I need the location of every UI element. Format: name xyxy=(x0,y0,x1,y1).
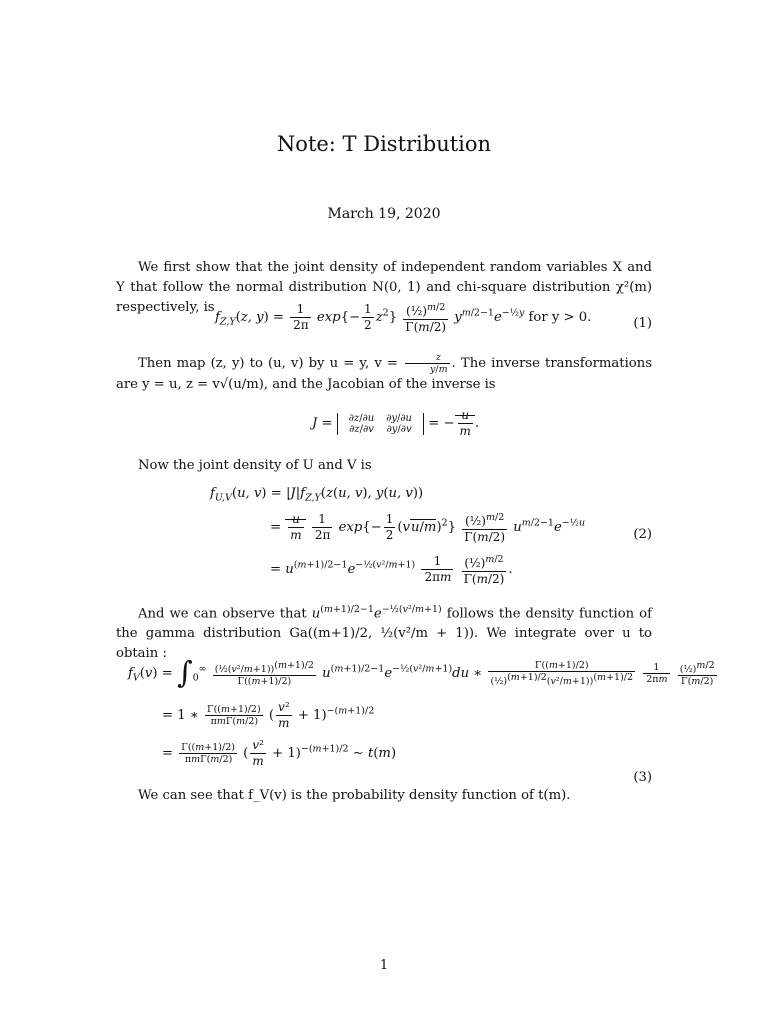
paper-date: March 19, 2020 xyxy=(327,206,441,222)
equation-2-line-1: $f_{U,V}(u$, $v) = |J|f_{Z,Y}(z(u$, v), y(u, v)) xyxy=(210,486,424,504)
equation-2-line-3: = $u^{(m+1)/2-1}e^{-\frac{1}{2}(v^2/m+1)}$ $\frac{1}{2\pi m}$ $\frac{(\frac{1}{2})^{m/2}}{\Gamma(m/2)}$ . xyxy=(270,554,513,586)
equation-3-line-3: = $\frac{\Gamma((m+1)/2)}{\text{πmΓ(m/2)}}$ ( $\frac{\text{v²}}{m}$ + 1)$^{-(m+1)/2}$ ∼ t(m) xyxy=(162,738,397,768)
paragraph-mapping-b: . The inverse transformations are y = u, xyxy=(116,356,652,392)
equation-1-condition: for y > 0. xyxy=(528,310,592,325)
equation-2-number: (2) xyxy=(633,527,652,542)
paragraph-conclusion: We can see that f_V(v) is the probability density function of t(m). xyxy=(138,788,571,803)
equation-2-line-2: = $\frac{u}{m}$ $\frac{1}{2\pi}$ exp{− $\frac{1}{2}$ $(vu/m)^2$} $\frac{(\frac{1}{2})^{m/2}}{\Gamma(m/2)}$ $u^{m/2-1}e^{-\frac{1}{2}u}$ xyxy=(270,512,586,544)
paragraph-mapping: Then map (z, y) to (u, v) by u = y, v = $\frac{z}{y/m}$ . The inverse transformations are y = u, z = v√(u/m), and the Jacobian of the inverse is xyxy=(116,352,652,392)
paper-title: Note: T Distribution xyxy=(276,132,492,156)
page-number: 1 xyxy=(379,958,389,973)
equation-3-line-1: $f_V(v) = \int_0^\infty$ $\frac{(\frac{1}{2}(v^2/m+1))^{(m+1)/2}}{\Gamma((m+1)/2)}$ $u^{(m+1)/2-1}e^{-\frac{1}{2}(v^2/m+1)}du$ ∗ $\frac{\Gamma((m+1)/2)}{(\frac{1}{2})^{(m+1)/2}(v^2/m+1))^{(m+1)/2}}$ $\frac{1}{2\pi m}$ $\frac{(\frac{1}{2})^{m/2}}{\Gamma(m/2)}$ xyxy=(128,655,715,691)
equation-1: $f_{Z,Y}(z$, y) = $\frac{1}{2\pi}$ exp{− $\frac{1}{2}$ $z^2$} $\frac{(\frac{1}{2})^{m/2}}{\Gamma(m/2)}$ $y^{m/2-1}e^{-\frac{1}{2}y}$ for y > 0. xyxy=(215,302,592,334)
jacobian-equation: J = ∂z/∂u ∂y/∂u ∂z/∂v ∂y/∂v = − $\frac{u}{m}$ . xyxy=(312,408,480,438)
paragraph-gamma: And we can observe that $u^{(m+1)/2-1}e^{-\frac{1}{2}(v^2/m+1)}$ follows the density function of the gamma distribution Ga((m+1)/2, ½(v²/m + 1)). We integrate over u to obtain : xyxy=(116,604,652,662)
paragraph-gamma-a: And we can observe that xyxy=(138,606,307,622)
paragraph-mapping-a: Then map (z, y) to (u, v) by u = y, v = xyxy=(138,356,398,371)
equation-3-line-2: = 1 ∗ $\frac{\Gamma((m+1)/2)}{\text{πmΓ(m/2)}}$ ( $\frac{\text{v²}}{m}$ + 1)$^{-(m+1)/2}$ xyxy=(162,700,375,730)
equation-3-number: (3) xyxy=(633,770,652,785)
equation-1-number: (1) xyxy=(633,316,652,331)
paragraph-mapping-c: z = v√(u/m), and the Jacobian of the inverse is xyxy=(185,377,496,392)
paragraph-gamma-b: follows the density function of the gamma xyxy=(116,606,652,642)
paragraph-gamma-c: distribution Ga((m+1)/2, ½(v²/m + 1)). We integrate over u to obtain : xyxy=(116,626,652,662)
paragraph-joint: Now the joint density of U and V is xyxy=(138,458,372,473)
paragraph-intro: We first show that the joint density of independent random variables X and Y that follow the normal distribution N(0, 1) and chi-square distribution χ²(m) respectively, is xyxy=(116,260,652,315)
